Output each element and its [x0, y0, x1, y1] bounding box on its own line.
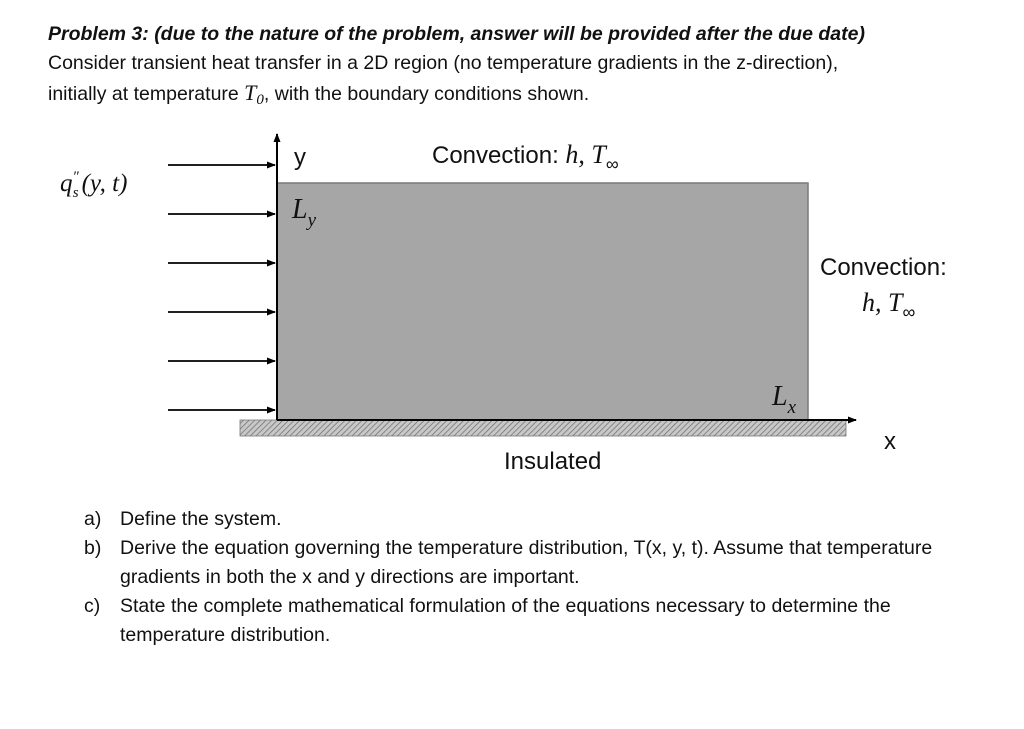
question-letter: c) — [84, 595, 101, 617]
initial-temperature-subscript: 0 — [256, 92, 264, 108]
question-list — [84, 505, 979, 650]
bottom-boundary-condition: Insulated — [504, 448, 602, 475]
domain-region — [277, 183, 808, 420]
height-label: $L_y$ — [292, 194, 317, 231]
question-text: Define the system. — [120, 508, 282, 530]
question-letter: b) — [84, 537, 102, 559]
right-boundary-condition-label: Convection: — [820, 254, 947, 281]
line2-pre: initially at temperature — [48, 83, 245, 105]
heat-transfer-diagram — [0, 120, 1024, 490]
problem-statement — [48, 20, 988, 111]
problem-description-line2 — [48, 78, 988, 111]
question-text: State the complete mathematical formulation of the equations necessary to determine the temperature distribution. — [120, 595, 891, 646]
question-text: Derive the equation governing the temperature distribution, T(x, y, t). Assume that temperature gradients in both the x and y directions are important. — [120, 537, 933, 588]
problem-description-line1: Consider transient heat transfer in a 2D region (no temperature gradients in the z-direction), — [48, 52, 839, 74]
width-label: $L_x$ — [772, 381, 797, 418]
question-a — [84, 505, 979, 534]
right-boundary-condition-params: h, $T_\infty$ — [862, 288, 916, 322]
question-c — [84, 592, 979, 650]
insulated-ground — [240, 420, 846, 436]
heat-flux-label: $q''_s$ (y, t) — [60, 169, 128, 201]
top-boundary-condition: Convection: h, $T_\infty$ — [432, 140, 619, 174]
question-letter: a) — [84, 508, 102, 530]
line2-post: , with the boundary conditions shown. — [263, 83, 590, 105]
x-axis-label: x — [884, 428, 896, 455]
question-b — [84, 534, 979, 592]
initial-temperature-symbol: T — [244, 80, 257, 105]
problem-title: Problem 3: (due to the nature of the problem, answer will be provided after the due date) — [48, 23, 865, 45]
y-axis-label: y — [294, 144, 306, 171]
heat-flux-arrows — [168, 165, 275, 410]
top-bc-text: Convection: — [432, 142, 566, 169]
